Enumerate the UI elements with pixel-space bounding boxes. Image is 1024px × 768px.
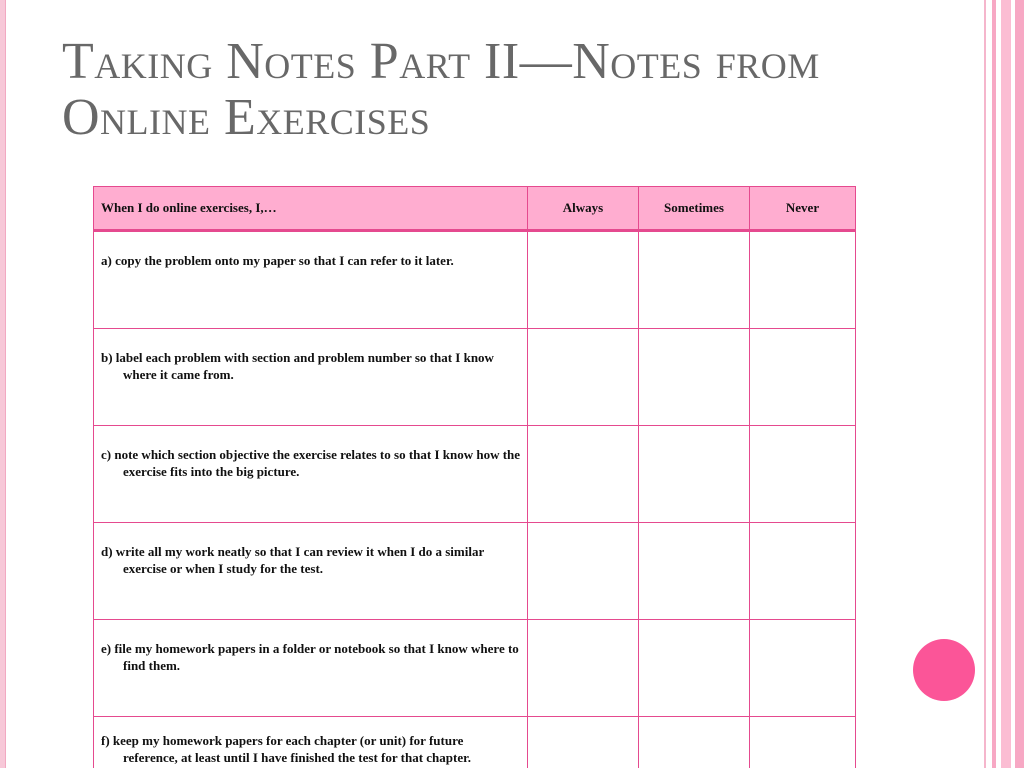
accent-circle-decoration [913, 639, 975, 701]
question-cell [94, 231, 528, 329]
column-header-always: Always [528, 187, 639, 231]
question-text: a) copy the problem onto my paper so that I can refer to it later. [101, 253, 454, 268]
slide-title: Taking Notes Part II—Notes from Online Exercises [62, 33, 820, 146]
table-row [94, 717, 856, 768]
never-answer-cell[interactable] [750, 620, 856, 717]
column-header-never: Never [750, 187, 856, 231]
sometimes-answer-cell[interactable] [639, 620, 750, 717]
table-header-row [94, 187, 856, 231]
survey-table-container [93, 186, 855, 768]
question-cell [94, 523, 528, 620]
sometimes-answer-cell[interactable] [639, 329, 750, 426]
table-row [94, 620, 856, 717]
always-answer-cell[interactable] [528, 329, 639, 426]
question-text: b) label each problem with section and problem number so that I know where it came from. [101, 350, 494, 382]
never-answer-cell[interactable] [750, 717, 856, 768]
always-answer-cell[interactable] [528, 231, 639, 329]
question-text: c) note which section objective the exercise relates to so that I know how the exercise fits into the big picture. [101, 447, 521, 479]
question-cell [94, 426, 528, 523]
survey-table [93, 186, 856, 768]
column-header-question: When I do online exercises, I,… [94, 187, 528, 231]
question-cell [94, 620, 528, 717]
never-answer-cell[interactable] [750, 523, 856, 620]
table-row [94, 426, 856, 523]
always-answer-cell[interactable] [528, 717, 639, 768]
right-stripe-decoration [980, 0, 1024, 768]
never-answer-cell[interactable] [750, 426, 856, 523]
always-answer-cell[interactable] [528, 426, 639, 523]
table-row [94, 329, 856, 426]
never-answer-cell[interactable] [750, 231, 856, 329]
table-row [94, 523, 856, 620]
question-text: e) file my homework papers in a folder or notebook so that I know where to find them. [101, 641, 519, 673]
column-header-sometimes: Sometimes [639, 187, 750, 231]
always-answer-cell[interactable] [528, 523, 639, 620]
sometimes-answer-cell[interactable] [639, 717, 750, 768]
table-row [94, 231, 856, 329]
never-answer-cell[interactable] [750, 329, 856, 426]
sometimes-answer-cell[interactable] [639, 231, 750, 329]
left-border-decoration [0, 0, 6, 768]
sometimes-answer-cell[interactable] [639, 523, 750, 620]
question-cell [94, 329, 528, 426]
question-cell [94, 717, 528, 768]
sometimes-answer-cell[interactable] [639, 426, 750, 523]
question-text: d) write all my work neatly so that I can review it when I do a similar exercise or when I study for the test. [101, 544, 484, 576]
always-answer-cell[interactable] [528, 620, 639, 717]
question-text: f) keep my homework papers for each chapter (or unit) for future reference, at least until I have finished the test for that chapter. [101, 733, 471, 765]
